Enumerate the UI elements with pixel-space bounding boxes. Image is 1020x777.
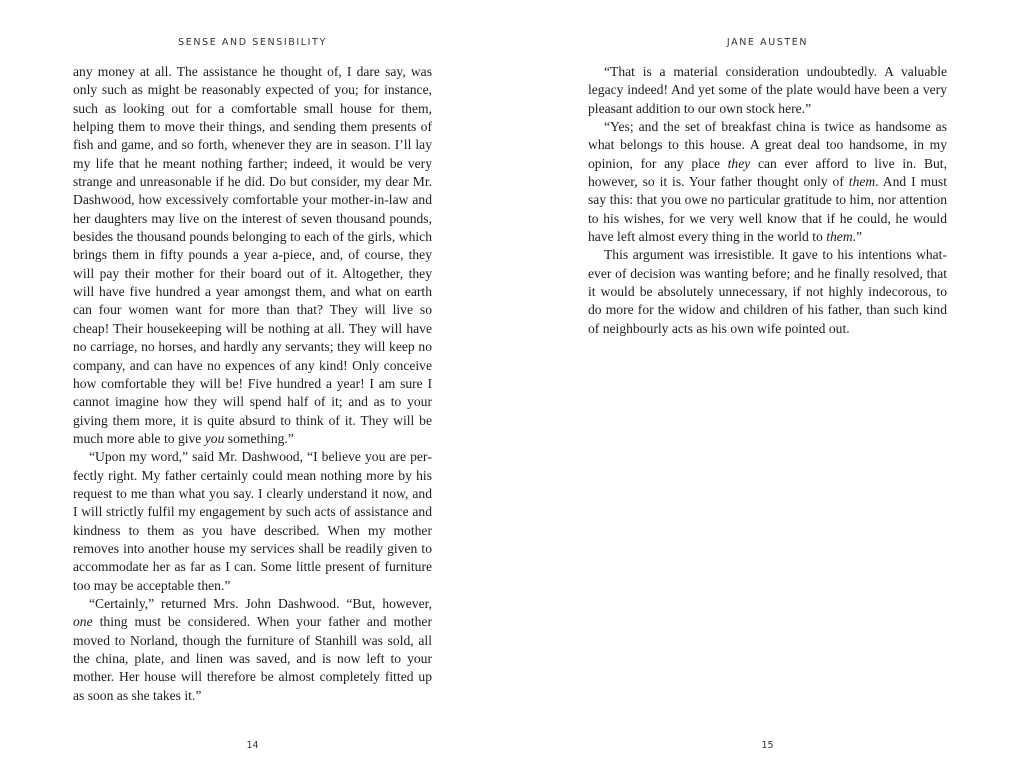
right-page: [588, 0, 947, 777]
italic-run: them: [848, 174, 876, 190]
italic-run: they: [727, 155, 751, 171]
page-number-right: 15: [761, 740, 774, 751]
text-run: any money at all. The assistance he thought of, I dare say, was only such as might be reasonably expected of you; for instance, such as looking out for a comfortable small house for them, helping them to move their things, and sending them presents of fish and game, and so forth, whenever they are in season. I’ll lay my life that he meant nothing farther; indeed, it would be very strange and unreasonable if he did. Do but consider, my dear Mr. Dashwood, how excessively comfortable your mother-in-law and her daughters may live on the interest of seven thousand pounds, besides the thousand pounds belonging to each of the girls, which brings them in fifty pounds a year a-piece, and, of course, they will pay their mother for their board out of it. Altogether, they will have five hundred a year amongst them, and what on earth can four women want for more than that? They will live so cheap! Their housekeeping will be nothing at all. They will have no carriage, no horses, and hardly any servants; they will keep no company, and can have no expences of any kind! Only conceive how comfortable they will be! Five hundred a year! I am sure I cannot imagine how they will spend half of it; and as to your giving them more, it is quite absurd to think of it. They will be much more able to give: [73, 64, 432, 446]
italic-run: you: [204, 430, 225, 446]
text-run: “Certainly,” returned Mrs. John Dashwood. “But, however,: [89, 595, 432, 611]
text-run: . And I must say this: that you owe no particular gratitude to him, nor attention to his wishes, for we very well know that if he could, he would have left almost every thing in the world to: [588, 174, 947, 245]
paragraph-argument-irresistible: This argument was irresistible. It gave to his intentions whatever of decision was wanting before; and he finally resolved, that it would be absolutely unnecessary, if not highly indecorous, to do more for the widow and children of his father, than such kind of neighbourly acts as his own wife pointed out.: [588, 247, 947, 336]
italic-run: them: [826, 229, 853, 245]
page-number-left: 14: [246, 740, 259, 751]
paragraph-breakfast-china: [588, 118, 947, 246]
paragraph-material-consideration: “That is a material consideration undoubtedly. A valuable legacy indeed! And yet some of the plate would have been a very pleasant addition to our own stock here.”: [588, 64, 947, 116]
text-run: thing must be considered. When your father and mother moved to Norland, though the furniture of Stanhill was sold, all the china, plate, and linen was saved, and is now left to your mother. Her house will therefore be almost completely fitted up as soon as she takes it.”: [73, 614, 432, 703]
paragraph-continuation: [73, 63, 432, 448]
text-run: something.”: [224, 430, 294, 446]
text-run: .”: [852, 229, 863, 245]
text-run: “Yes; and the set of breakfast china is twice as handsome as what belongs to this house. A great deal too handsome, in my opinion, for any place: [588, 119, 947, 171]
left-page-body: [73, 63, 432, 705]
paragraph-mrs-dashwood: [73, 595, 432, 705]
running-head-right: JANE AUSTEN: [726, 37, 809, 48]
paragraph-mr-dashwood: “Upon my word,” said Mr. Dashwood, “I believe you are perfectly right. My father certainly could mean nothing more by his request to me than what you say. I clearly understand it now, and I will strictly fulfil my engagement by such acts of assistance and kindness to them as you have described. When my mother removes into another house my services shall be readily given to accommodate her as far as I can. Some little present of furniture too may be acceptable then.”: [73, 449, 432, 593]
text-run: can ever afford to live in. But, however, so it is. Your father thought only of: [588, 155, 947, 190]
running-head-left: SENSE AND SENSIBILITY: [178, 37, 327, 48]
left-page: [73, 0, 432, 777]
italic-run: one: [73, 614, 93, 630]
right-page-body: [588, 63, 947, 338]
